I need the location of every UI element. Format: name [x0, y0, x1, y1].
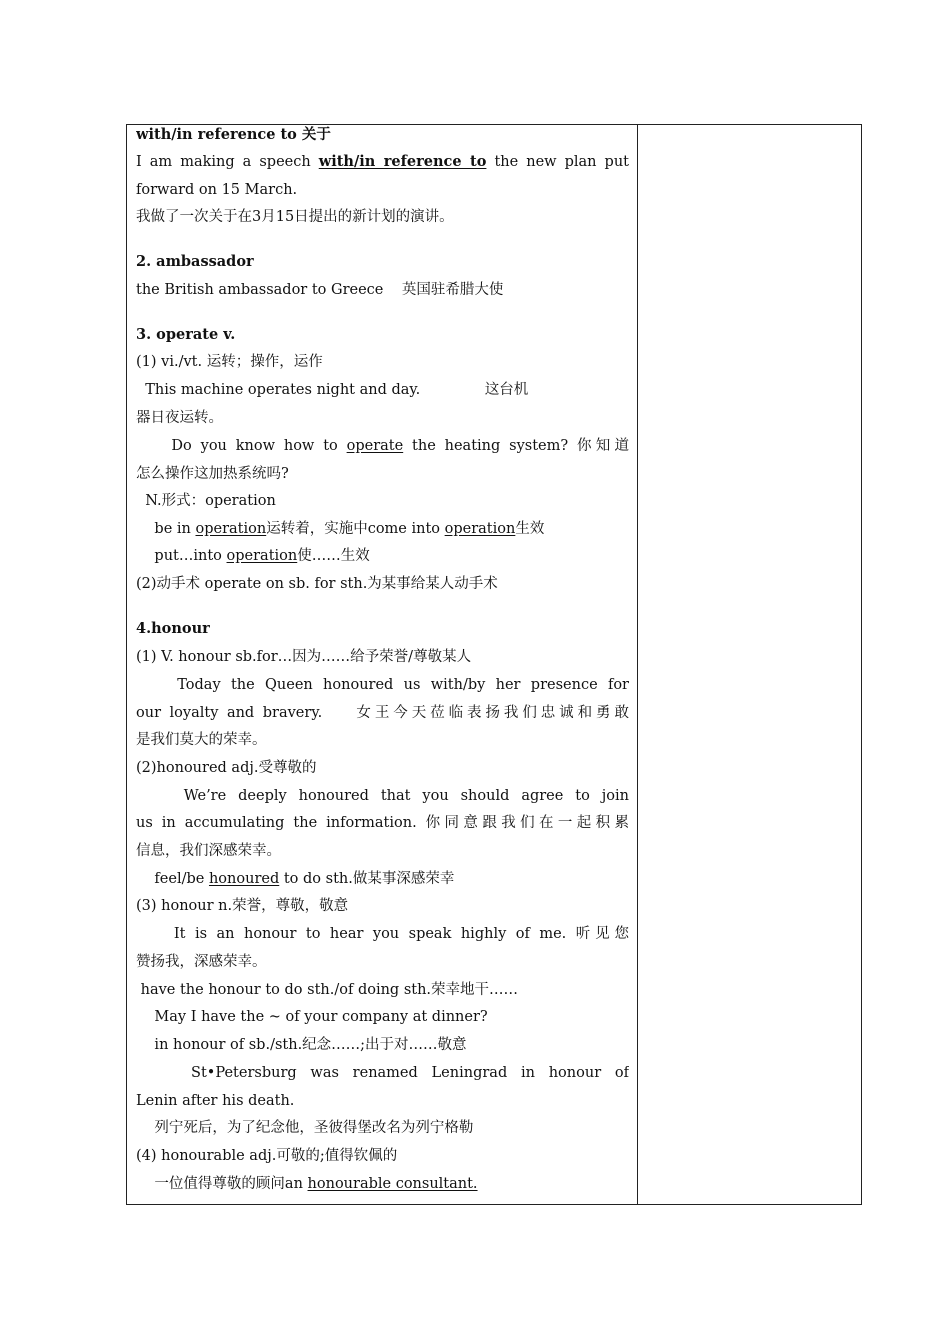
document-table — [126, 124, 862, 1205]
sense-heading: (2)动手术 operate on sb. for sth.为某事给某人动手术 — [136, 576, 498, 592]
translation: 信息，我们深感荣幸。 — [136, 843, 281, 859]
sense-heading: (1) vi./vt. 运转；操作，运作 — [136, 354, 323, 370]
sense-heading: (2)honoured adj.受尊敬的 — [136, 760, 317, 776]
example-sentence: our loyalty and bravery. 女王今天莅临表扬我们忠诚和勇敢 — [136, 705, 629, 721]
phrase-line: in honour of sb./sth.纪念……;出于对……敬意 — [136, 1037, 467, 1053]
translation: 是我们莫大的荣幸。 — [136, 732, 267, 748]
sense-heading: (3) honour n.荣誉，尊敬，敬意 — [136, 898, 349, 914]
example-sentence: This machine operates night and day. 这台机 — [136, 382, 529, 398]
example-sentence: Do you know how to operate the heating system? 你知道 — [136, 438, 629, 454]
translation: 我做了一次关于在3月15日提出的新计划的演讲。 — [136, 209, 454, 225]
example-sentence: I am making a speech with/in reference to the new plan put — [136, 153, 629, 170]
example-sentence: Lenin after his death. — [136, 1093, 295, 1109]
phrase-line: be in operation运转着，实施中come into operation生效 — [136, 521, 545, 537]
phrase-line: have the honour to do sth./of doing sth.荣幸地干…… — [136, 982, 519, 998]
example-sentence: us in accumulating the information. 你同意跟我们在一起积累 — [136, 815, 629, 831]
translation: 赞扬我，深感荣幸。 — [136, 954, 267, 970]
translation: 列宁死后，为了纪念他，圣彼得堡改名为列宁格勒 — [136, 1120, 474, 1136]
section-heading: 4.honour — [136, 620, 210, 637]
example-sentence: St•Petersburg was renamed Leningrad in honour of — [136, 1065, 629, 1081]
example-phrase: the British ambassador to Greece 英国驻希腊大使 — [136, 282, 504, 298]
example-sentence: May I have the ~ of your company at dinner? — [136, 1009, 488, 1025]
translation: 怎么操作这加热系统吗? — [136, 466, 289, 482]
notes-cell — [638, 125, 861, 1204]
sense-heading: (4) honourable adj.可敬的;值得钦佩的 — [136, 1148, 398, 1164]
phrase-line: 一位值得尊敬的顾问an honourable consultant. — [136, 1176, 478, 1192]
example-sentence: forward on 15 March. — [136, 182, 298, 198]
noun-form: N.形式：operation — [136, 493, 276, 509]
main-cell — [127, 125, 637, 1204]
phrase-heading: with/in reference to 关于 — [136, 126, 331, 143]
section-heading: 3. operate v. — [136, 326, 236, 343]
example-sentence: We’re deeply honoured that you should agree to join — [136, 788, 629, 804]
example-sentence: Today the Queen honoured us with/by her presence for — [136, 677, 629, 693]
sense-heading: (1) V. honour sb.for…因为……给予荣誉/尊敬某人 — [136, 649, 472, 665]
section-heading: 2. ambassador — [136, 253, 254, 270]
phrase-line: put…into operation使……生效 — [136, 548, 370, 564]
example-sentence: It is an honour to hear you speak highly of me. 听见您 — [136, 926, 629, 942]
phrase-line: feel/be honoured to do sth.做某事深感荣幸 — [136, 871, 455, 887]
translation: 器日夜运转。 — [136, 410, 223, 426]
